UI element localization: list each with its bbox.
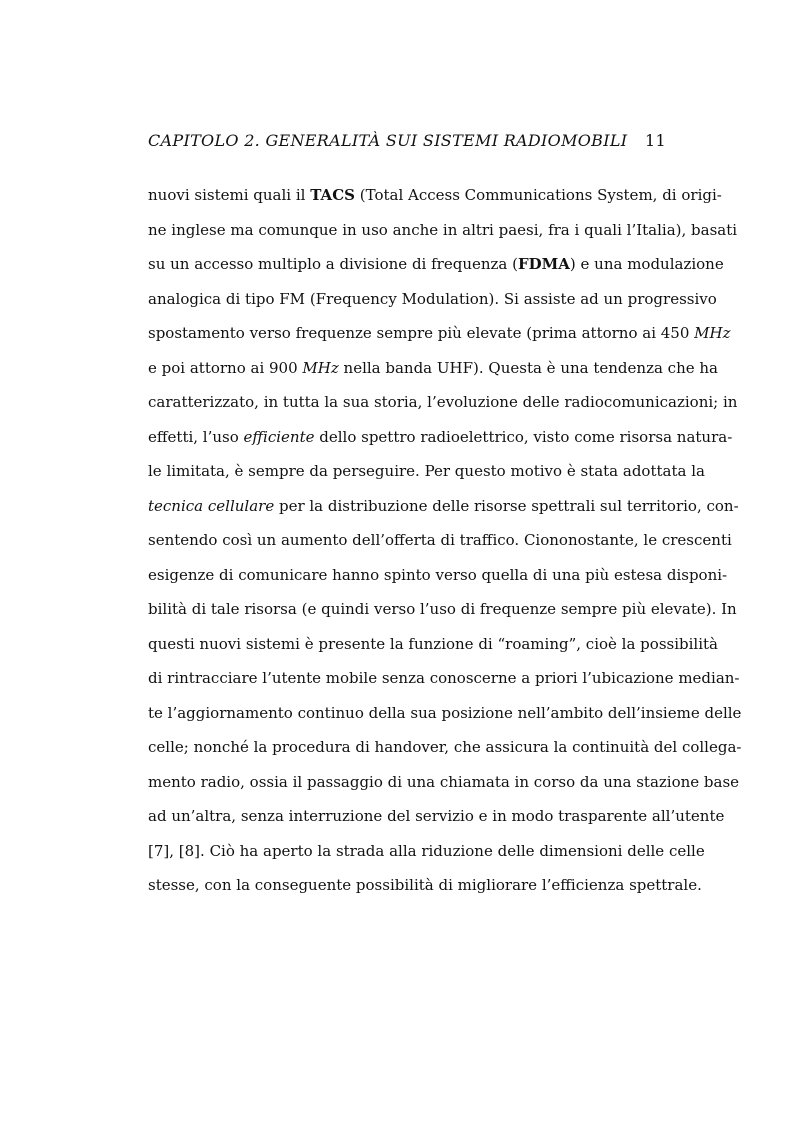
- body-paragraph: [148, 178, 742, 903]
- text-segment: e poi attorno ai 900: [148, 358, 303, 377]
- text-line: [148, 247, 724, 282]
- text-line: [148, 661, 740, 696]
- text-line: [148, 558, 728, 593]
- chapter-title: CAPITOLO 2. GENERALITÀ SUI SISTEMI RADIOMOBILI: [148, 131, 628, 150]
- text-line: [148, 316, 731, 351]
- text-segment: analogica di tipo FM (Frequency Modulation). Si assiste ad un progressivo: [148, 289, 717, 308]
- page-number: 11: [645, 131, 666, 150]
- text-segment: questi nuovi sistemi è presente la funzione di “roaming”, cioè la possibilità: [148, 634, 718, 653]
- text-segment: [7], [8]. Ciò ha aperto la strada alla riduzione delle dimensioni delle celle: [148, 841, 705, 860]
- text-line: [148, 834, 705, 869]
- text-segment: bilità di tale risorsa (e quindi verso l’uso di frequenze sempre più elevate). In: [148, 600, 737, 618]
- text-line: [148, 592, 737, 627]
- text-line: [148, 213, 738, 248]
- text-line: [148, 420, 733, 455]
- text-line: [148, 178, 722, 213]
- text-segment: sentendo così un aumento dell’offerta di traffico. Ciononostante, le crescenti: [148, 531, 732, 549]
- text-line: [148, 351, 718, 386]
- text-segment: caratterizzato, in tutta la sua storia, l’evoluzione delle radiocomunicazioni; in: [148, 393, 738, 411]
- text-segment: nella banda UHF). Questa è una tendenza che ha: [338, 358, 718, 377]
- text-segment: ) e una modulazione: [569, 255, 724, 273]
- text-segment: spostamento verso frequenze sempre più elevate (prima attorno ai 450: [148, 324, 695, 342]
- text-segment: su un accesso multiplo a divisione di frequenza (: [148, 255, 518, 273]
- text-line: [148, 765, 740, 800]
- text-segment: ad un’altra, senza interruzione del servizio e in modo trasparente all’utente: [148, 807, 725, 825]
- bold-term: FDMA: [517, 255, 570, 273]
- text-line: [148, 454, 705, 489]
- text-line: [148, 627, 718, 662]
- text-line: [148, 523, 732, 558]
- italic-term: efficiente: [243, 427, 315, 446]
- italic-term: MHz: [302, 358, 339, 377]
- text-segment: ne inglese ma comunque in uso anche in altri paesi, fra i quali l’Italia), basati: [148, 220, 738, 239]
- text-segment: di rintracciare l’utente mobile senza conoscerne a priori l’ubicazione median-: [148, 669, 740, 687]
- text-line: [148, 730, 742, 765]
- text-line: [148, 385, 738, 420]
- text-segment: esigenze di comunicare hanno spinto verso quella di una più estesa disponi-: [148, 565, 728, 584]
- text-segment: effetti, l’uso: [148, 427, 244, 446]
- text-segment: per la distribuzione delle risorse spettrali sul territorio, con-: [274, 496, 739, 515]
- text-segment: celle; nonché la procedura di handover, che assicura la continuità del collega-: [148, 738, 742, 756]
- text-line: [148, 282, 717, 317]
- running-header: [148, 131, 666, 155]
- text-line: [148, 489, 739, 524]
- text-segment: le limitata, è sempre da perseguire. Per questo motivo è stata adottata la: [148, 462, 705, 480]
- text-segment: mento radio, ossia il passaggio di una chiamata in corso da una stazione base: [148, 772, 740, 791]
- text-line: [148, 799, 725, 834]
- italic-term: tecnica cellulare: [148, 496, 275, 515]
- bold-term: TACS: [310, 186, 355, 204]
- italic-term: MHz: [694, 324, 731, 342]
- text-segment: te l’aggiornamento continuo della sua posizione nell’ambito dell’insieme delle: [148, 703, 742, 722]
- text-segment: (Total Access Communications System, di origi-: [354, 186, 722, 204]
- text-segment: nuovi sistemi quali il: [148, 186, 311, 204]
- text-line: [148, 868, 702, 903]
- text-segment: stesse, con la conseguente possibilità di migliorare l’efficienza spettrale.: [148, 876, 702, 894]
- text-segment: dello spettro radioelettrico, visto come risorsa natura-: [314, 427, 733, 446]
- text-line: [148, 696, 742, 731]
